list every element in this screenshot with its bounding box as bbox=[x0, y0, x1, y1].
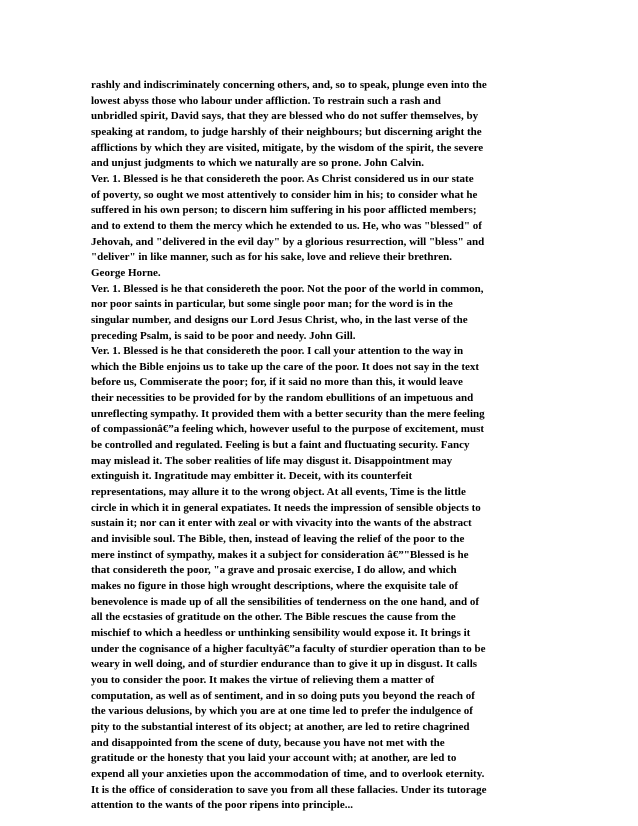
text-line: their necessities to be provided for by the random ebullitions of an impetuous and bbox=[91, 392, 474, 405]
text-line: that considereth the poor, "a grave and prosaic exercise, I do allow, and which bbox=[91, 564, 457, 577]
text-line: It is the office of consideration to save you from all these fallacies. Under its tutorage bbox=[91, 783, 487, 796]
text-line: and to extend to them the mercy which he extended to us. He, who was "blessed" of bbox=[91, 219, 482, 232]
text-line: unbridled spirit, David says, that they are blessed who do not suffer themselves, by bbox=[91, 110, 479, 123]
text-line: extinguish it. Ingratitude may embitter it. Deceit, with its counterfeit bbox=[91, 470, 413, 483]
text-line: singular number, and designs our Lord Jesus Christ, who, in the last verse of the bbox=[91, 313, 468, 326]
text-line: circle in which it in general expatiates. It needs the impression of sensible objects to bbox=[91, 501, 481, 514]
text-line: attention to the wants of the poor ripens into principle... bbox=[91, 799, 353, 812]
text-line: "deliver" in like manner, such as for his sake, love and relieve their brethren. bbox=[91, 251, 452, 264]
body-text bbox=[91, 78, 551, 814]
text-line: of poverty, so ought we most attentively to consider him in his; to consider what he bbox=[91, 188, 478, 201]
text-line: mischief to which a heedless or unthinking sensibility would expose it. It brings it bbox=[91, 626, 471, 639]
text-line: which the Bible enjoins us to take up the care of the poor. It does not say in the text bbox=[91, 360, 480, 373]
text-line: afflictions by which they are visited, mitigate, by the wisdom of the spirit, the severe bbox=[91, 141, 484, 154]
text-line: benevolence is made up of all the sensibilities of tenderness on the one hand, and of bbox=[91, 595, 480, 608]
text-line: preceding Psalm, is said to be poor and needy. John Gill. bbox=[91, 329, 356, 342]
text-line: rashly and indiscriminately concerning others, and, so to speak, plunge even into the bbox=[91, 79, 487, 91]
text-line: and unjust judgments to which we naturally are so prone. John Calvin. bbox=[91, 157, 425, 170]
text-line: and invisible soul. The Bible, then, instead of leaving the relief of the poor to the bbox=[91, 533, 465, 546]
text-line: gratitude or the honesty that you laid your account with; at another, are led to bbox=[91, 752, 457, 765]
text-line: representations, may allure it to the wrong object. At all events, Time is the little bbox=[91, 486, 466, 499]
text-line: makes no figure in those high wrought descriptions, where the exquisite tale of bbox=[91, 580, 458, 592]
text-line: pity to the substantial interest of its object; at another, are led to retire chagrined bbox=[91, 720, 470, 733]
text-line: George Horne. bbox=[91, 266, 161, 279]
text-line: weary in well doing, and of sturdier endurance than to give it up in disgust. It calls bbox=[91, 658, 478, 671]
text-line: Ver. 1. Blessed is he that considereth the poor. As Christ considered us in our state bbox=[91, 172, 474, 185]
text-line: lowest abyss those who labour under affliction. To restrain such a rash and bbox=[91, 94, 441, 107]
document-page bbox=[91, 78, 551, 814]
text-line: computation, as well as of sentiment, and in so doing puts you beyond the reach of bbox=[91, 689, 475, 702]
text-line: all the ecstasies of gratitude on the other. The Bible rescues the cause from the bbox=[91, 611, 456, 624]
text-line: you to consider the poor. It makes the virtue of relieving them a matter of bbox=[91, 673, 435, 686]
text-line: mere instinct of sympathy, makes it a subject for consideration â€”"Blessed is he bbox=[91, 548, 469, 561]
text-line: be controlled and regulated. Feeling is but a faint and fluctuating security. Fancy bbox=[91, 439, 470, 452]
text-line: Ver. 1. Blessed is he that considereth the poor. Not the poor of the world in common, bbox=[91, 282, 484, 295]
text-line: suffered in his own person; to discern him suffering in his poor afflicted members; bbox=[91, 204, 477, 217]
text-line: the various delusions, by which you are at one time led to prefer the indulgence of bbox=[91, 705, 473, 718]
text-line: Jehovah, and "delivered in the evil day" by a glorious resurrection, will "bless" and bbox=[91, 235, 485, 248]
text-line: unreflecting sympathy. It provided them with a better security than the mere feeling bbox=[91, 407, 485, 420]
text-line: of compassionâ€”a feeling which, however useful to the purpose of excitement, must bbox=[91, 423, 485, 436]
text-line: speaking at random, to judge harshly of their neighbours; but discerning aright the bbox=[91, 125, 482, 138]
text-line: may mislead it. The sober realities of life may disgust it. Disappointment may bbox=[91, 454, 453, 467]
text-line: nor poor saints in particular, but some single poor man; for the word is in the bbox=[91, 298, 453, 311]
text-line: before us, Commiserate the poor; for, if it said no more than this, it would leave bbox=[91, 376, 463, 389]
text-line: sustain it; nor can it enter with zeal or with vivacity into the wants of the abstract bbox=[91, 517, 472, 530]
text-line: expend all your anxieties upon the accommodation of time, and to overlook eternity. bbox=[91, 767, 485, 780]
text-line: Ver. 1. Blessed is he that considereth the poor. I call your attention to the way in bbox=[91, 345, 464, 358]
text-line: under the cognisance of a higher facultyâ€”a faculty of sturdier operation than to be bbox=[91, 642, 486, 655]
text-line: and disappointed from the scene of duty, because you have not met with the bbox=[91, 736, 445, 749]
